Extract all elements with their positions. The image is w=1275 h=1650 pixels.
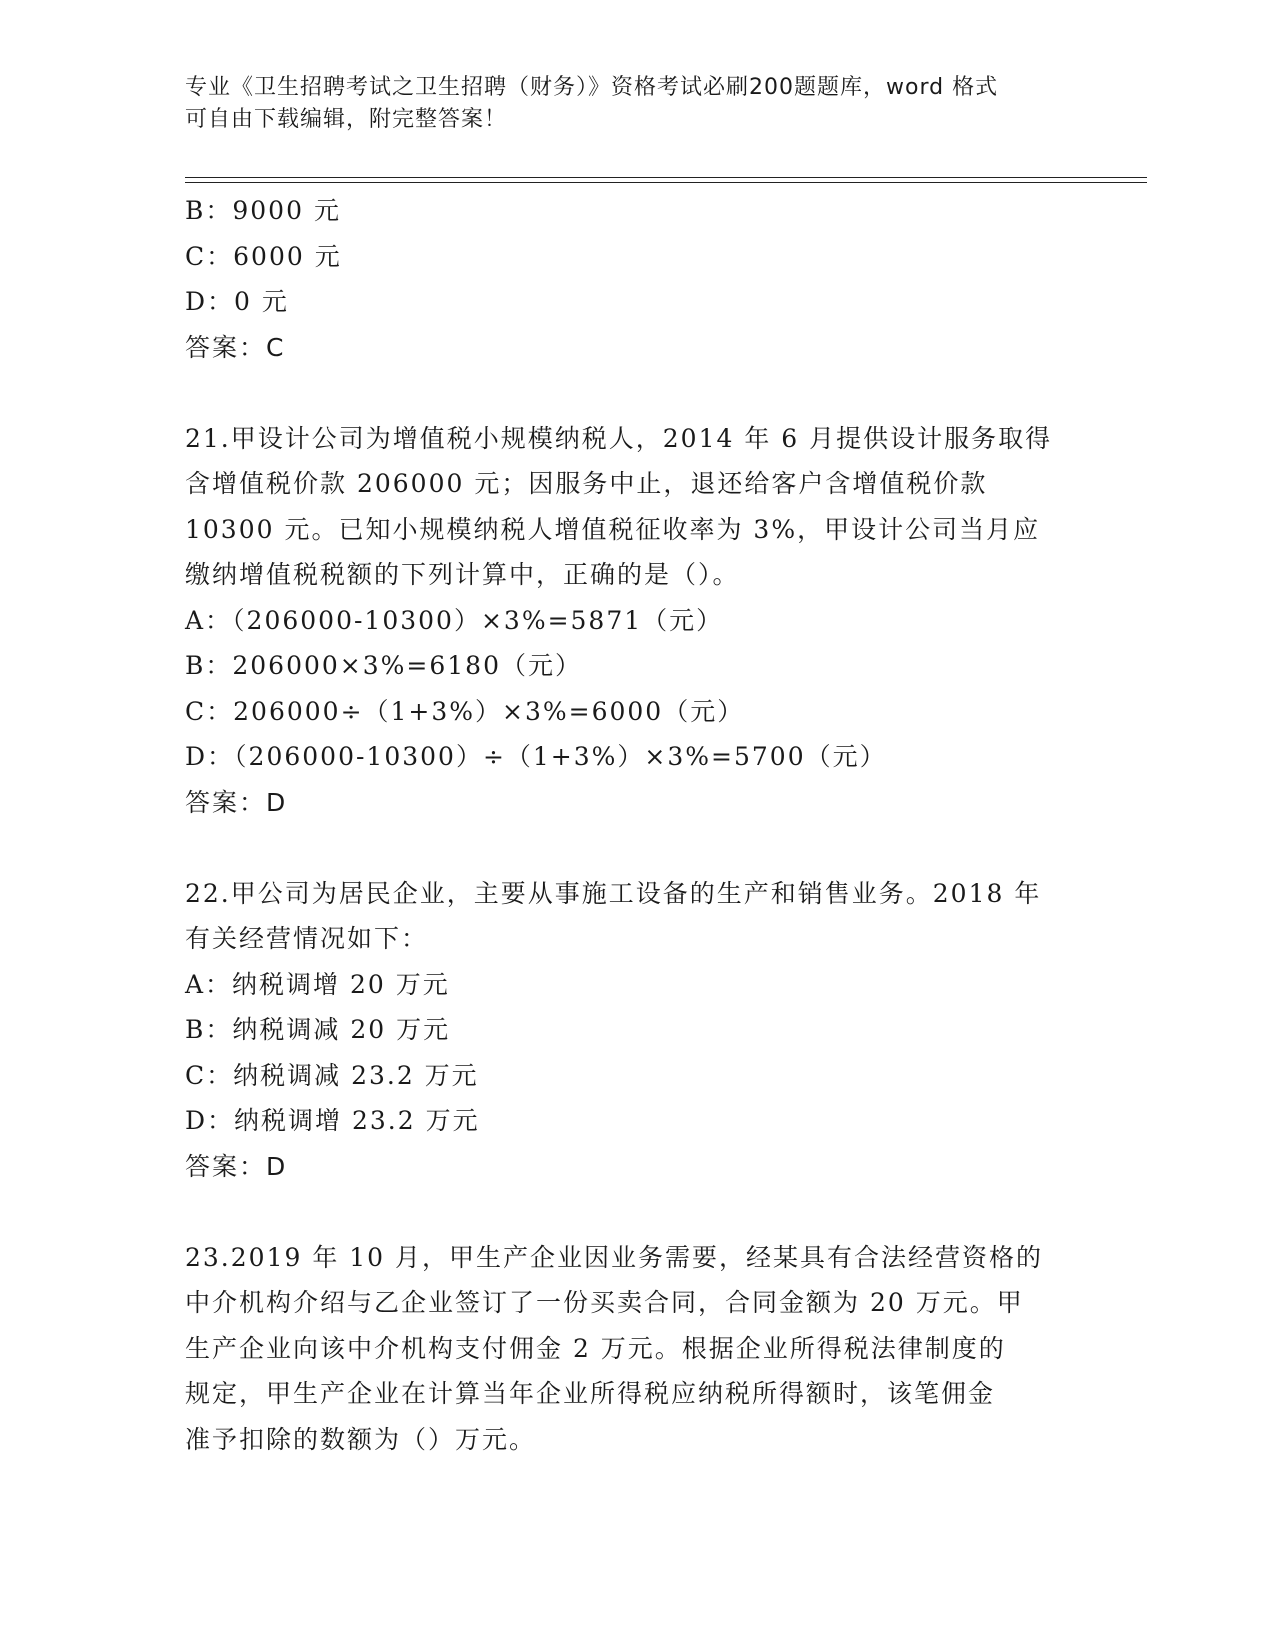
option-c: C：6000 元 (185, 241, 342, 271)
spacer (185, 370, 1085, 416)
question-stem-line: 规定，甲生产企业在计算当年企业所得税应纳税所得额时，该笔佣金 (185, 1379, 996, 1408)
option-a: A：纳税调增 20 万元 (185, 969, 450, 999)
question-stem-line: 准予扣除的数额为（）万元。 (185, 1424, 537, 1454)
question-21 (185, 416, 1085, 826)
answer-line: 答案：D (185, 787, 288, 817)
option-d: D：纳税调增 23.2 万元 (185, 1106, 480, 1135)
header-title-line-2: 可自由下载编辑，附完整答案！ (185, 107, 508, 132)
question-23 (185, 1235, 1085, 1463)
question-stem-line: 21.甲设计公司为增值税小规模纳税人，2014 年 6 月提供设计服务取得 (185, 423, 1053, 453)
question-stem-line: 缴纳增值税税额的下列计算中，正确的是（）。 (185, 560, 740, 589)
option-b: B：206000×3%=6180（元） (185, 651, 582, 680)
option-d: D：0 元 (185, 287, 289, 316)
question-stem-line: 23.2019 年 10 月，甲生产企业因业务需要，经某具有合法经营资格的 (185, 1242, 1044, 1272)
option-c: C：纳税调减 23.2 万元 (185, 1060, 479, 1090)
option-b: B：9000 元 (185, 196, 341, 225)
question-stem-line: 含增值税价款 206000 元；因服务中止，退还给客户含增值税价款 (185, 469, 988, 498)
answer-line: 答案：D (185, 1151, 288, 1181)
header-divider (185, 177, 1147, 183)
header-title-line-1: 专业《卫生招聘考试之卫生招聘（财务）》资格考试必刷200题题库，word 格式 (185, 75, 999, 100)
question-stem-line: 中介机构介绍与乙企业签订了一份买卖合同，合同金额为 20 万元。甲 (185, 1288, 1024, 1317)
question-stem-line: 有关经营情况如下： (185, 924, 429, 953)
option-b: B：纳税调减 20 万元 (185, 1015, 451, 1044)
option-a: A：（206000-10300）×3%=5871（元） (185, 605, 724, 635)
question-22 (185, 871, 1085, 1190)
spacer (185, 825, 1085, 871)
option-c: C：206000÷（1+3%）×3%=6000（元） (185, 696, 745, 726)
option-d: D：（206000-10300）÷（1+3%）×3%=5700（元） (185, 742, 887, 771)
document-body (185, 188, 1085, 1462)
question-stem-line: 10300 元。已知小规模纳税人增值税征收率为 3%，甲设计公司当月应 (185, 514, 1041, 544)
document-header (185, 72, 1065, 136)
answer-line: 答案：C (185, 332, 286, 362)
question-stem-line: 生产企业向该中介机构支付佣金 2 万元。根据企业所得税法律制度的 (185, 1333, 1006, 1363)
spacer (185, 1189, 1085, 1235)
question-20-tail (185, 188, 1085, 370)
question-stem-line: 22.甲公司为居民企业，主要从事施工设备的生产和销售业务。2018 年 (185, 878, 1042, 908)
